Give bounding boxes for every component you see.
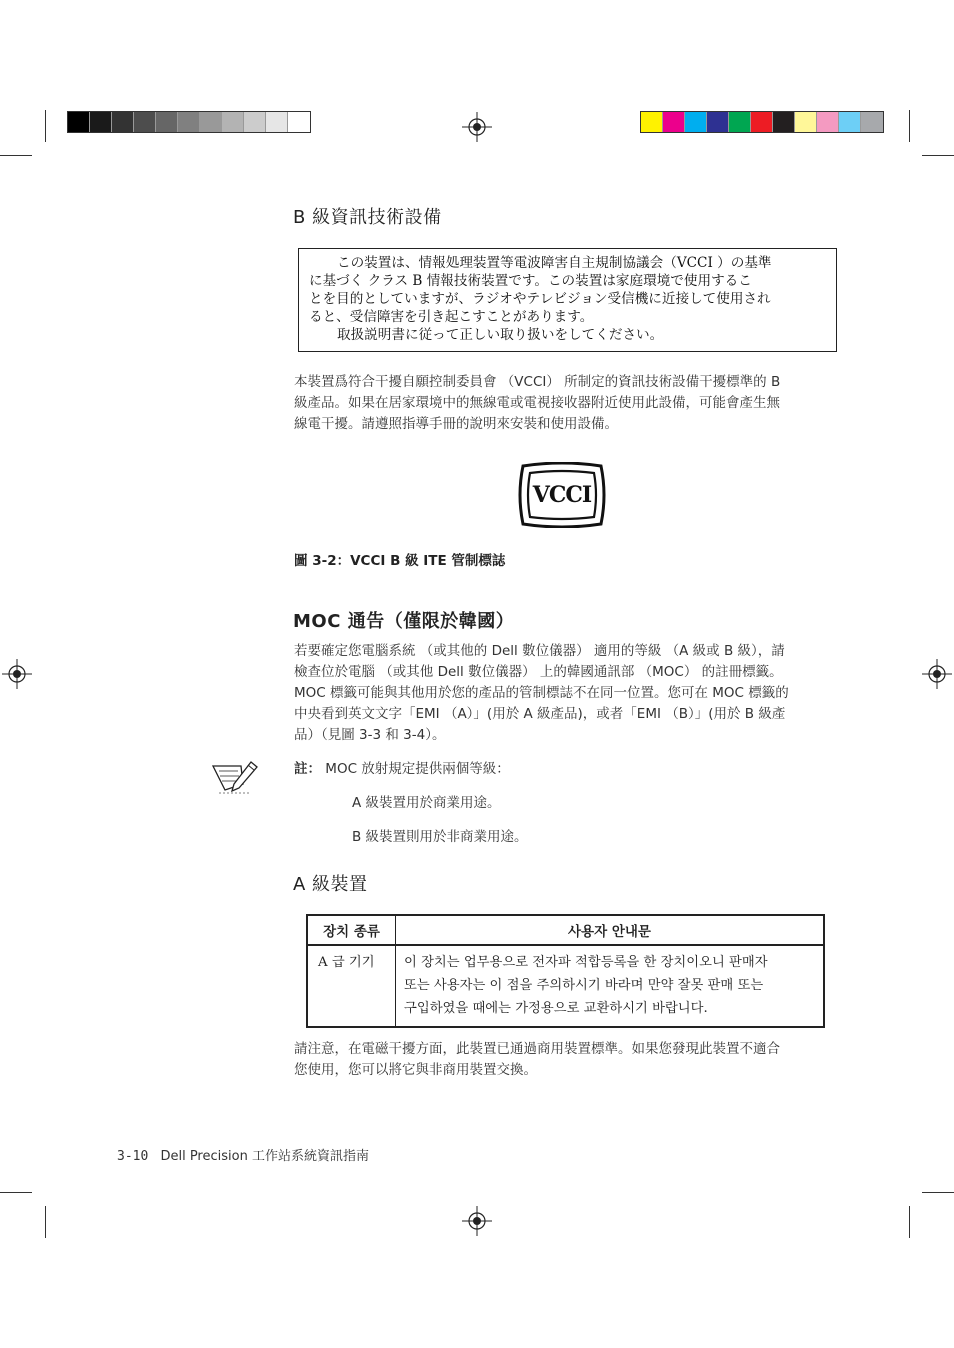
- color-swatch: [817, 112, 839, 132]
- color-swatch: [200, 112, 222, 132]
- crop-mark: [0, 1192, 32, 1193]
- color-swatch: [795, 112, 817, 132]
- section-title-moc: MOC 通告（僅限於韓國）: [293, 611, 515, 632]
- note-item-a: A 級裝置用於商業用途。: [352, 795, 501, 811]
- paragraph-line: 檢查位於電腦 （或其他 Dell 數位儀器） 上的韓國通訊部 （MOC） 的註冊標籤。: [294, 664, 783, 680]
- paragraph-line: MOC 標籤可能與其他用於您的產品的管制標誌不在同一位置。您可在 MOC 標籤的: [294, 685, 789, 701]
- note-pencil-icon: [211, 760, 259, 796]
- paragraph-line: 您使用，您可以將它與非商用裝置交換。: [294, 1062, 537, 1078]
- paragraph-line: 品）（見圖 3-3 和 3-4）。: [294, 727, 446, 743]
- note-label: 註：: [294, 761, 321, 777]
- grayscale-calibration-bar: [67, 111, 311, 133]
- figure-caption: 圖 3-2：VCCI B 級 ITE 管制標誌: [294, 553, 506, 569]
- color-swatch: [729, 112, 751, 132]
- color-swatch: [112, 112, 134, 132]
- color-swatch: [134, 112, 156, 132]
- header-user-notice: 사용자 안내문: [396, 915, 825, 945]
- page-footer: [117, 1145, 369, 1164]
- vcci-logo-text: VCCI: [532, 482, 592, 508]
- color-swatch: [861, 112, 883, 132]
- class-b-paragraph: [294, 372, 839, 435]
- color-swatch: [773, 112, 795, 132]
- color-swatch: [641, 112, 663, 132]
- registration-mark-bottom: [462, 1206, 492, 1236]
- notice-line: 이 장치는 업무용으로 전자파 적합등록을 한 장치이오니 판매자: [404, 955, 768, 970]
- crop-mark: [0, 155, 32, 156]
- korean-notice-table: [306, 914, 825, 1028]
- color-swatch: [178, 112, 200, 132]
- notice-line: に基づく クラス B 情報技術装置です。この装置は家庭環境で使用するこ: [309, 273, 752, 289]
- registration-mark-right: [922, 659, 952, 689]
- crop-mark: [45, 110, 46, 142]
- paragraph-line: 線電干擾。請遵照指導手冊的說明來安裝和使用設備。: [294, 416, 618, 432]
- paragraph-line: 若要確定您電腦系統 （或其他的 Dell 數位儀器） 適用的等級 （A 級或 B 級），請: [294, 643, 785, 659]
- vcci-logo: [517, 462, 607, 528]
- color-swatch: [839, 112, 861, 132]
- cell-device-type: A 급 기기: [307, 945, 396, 1027]
- notice-line: 구입하였을 때에는 가정용으로 교환하시기 바랍니다.: [404, 1001, 708, 1016]
- crop-mark: [45, 1206, 46, 1238]
- color-calibration-bar: [640, 111, 884, 133]
- footer-text: Dell Precision 工作站系統資訊指南: [160, 1149, 369, 1164]
- moc-paragraph: [294, 641, 839, 746]
- registration-mark-left: [2, 659, 32, 689]
- japanese-vcci-notice: [298, 248, 837, 352]
- paragraph-line: 請注意，在電磁干擾方面，此裝置已通過商用裝置標準。如果您發現此裝置不適合: [294, 1041, 780, 1057]
- section-title-class-b: B 級資訊技術設備: [293, 207, 442, 228]
- notice-line: この装置は、情報処理装置等電波障害自主規制協議会（VCCI ）の基準: [337, 255, 772, 271]
- crop-mark: [909, 1206, 910, 1238]
- class-a-paragraph: [294, 1039, 839, 1081]
- paragraph-line: 本裝置爲符合干擾自願控制委員會 （VCCI） 所制定的資訊技術設備干擾標準的 B: [294, 374, 781, 390]
- notice-line: ると、受信障害を引き起こすことがあります。: [309, 309, 594, 325]
- color-swatch: [685, 112, 707, 132]
- table-row: [307, 945, 824, 1027]
- crop-mark: [909, 110, 910, 142]
- color-swatch: [663, 112, 685, 132]
- table-header-row: [307, 915, 824, 945]
- color-swatch: [90, 112, 112, 132]
- note-item-b: B 級裝置則用於非商業用途。: [352, 829, 528, 845]
- color-swatch: [751, 112, 773, 132]
- color-swatch: [244, 112, 266, 132]
- page-number: 3-10: [117, 1149, 149, 1164]
- cell-user-notice: [396, 945, 825, 1027]
- note: [294, 759, 510, 780]
- note-text: MOC 放射規定提供兩個等級：: [325, 761, 510, 777]
- color-swatch: [288, 112, 310, 132]
- crop-mark: [922, 1192, 954, 1193]
- crop-mark: [922, 155, 954, 156]
- notice-line: 또는 사용자는 이 점을 주의하시기 바라며 만약 잘못 판매 또는: [404, 978, 764, 993]
- color-swatch: [707, 112, 729, 132]
- notice-line: とを目的としていますが、ラジオやテレビジョン受信機に近接して使用され: [309, 291, 771, 307]
- paragraph-line: 級產品。如果在居家環境中的無線電或電視接收器附近使用此設備，可能會產生無: [294, 395, 780, 411]
- notice-line: 取扱説明書に従って正しい取り扱いをしてください。: [337, 327, 664, 343]
- color-swatch: [156, 112, 178, 132]
- registration-mark-top: [462, 112, 492, 142]
- paragraph-line: 中央看到英文文字「EMI （A）」(用於 A 級產品)，或者「EMI （B）」(用於 B 級產: [294, 706, 786, 722]
- section-title-class-a: A 級裝置: [293, 874, 368, 895]
- color-swatch: [266, 112, 288, 132]
- header-device-type: 장치 종류: [307, 915, 396, 945]
- color-swatch: [68, 112, 90, 132]
- color-swatch: [222, 112, 244, 132]
